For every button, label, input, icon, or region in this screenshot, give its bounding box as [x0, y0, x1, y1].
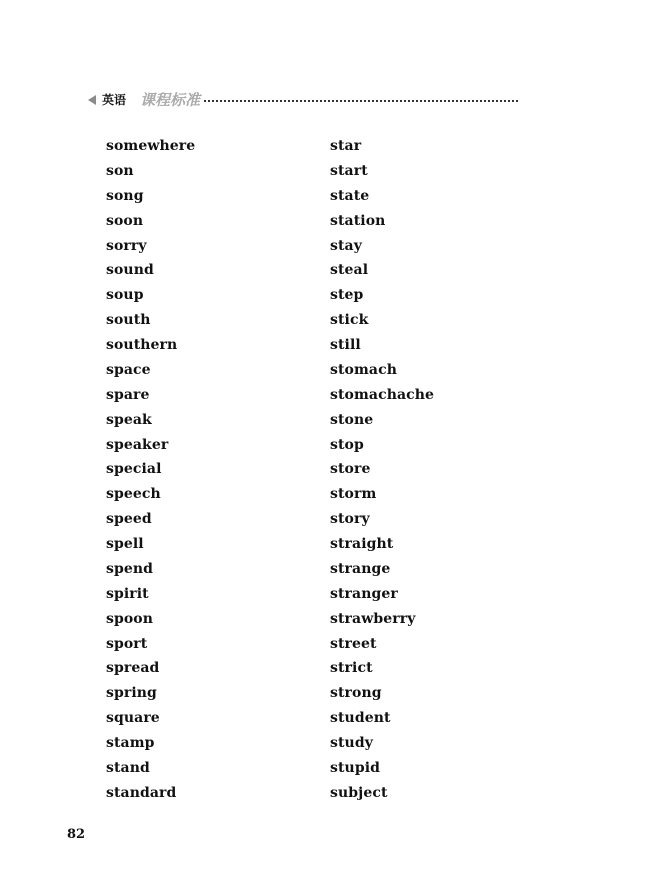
- word-item: speaker: [106, 436, 169, 453]
- word-item: stamp: [106, 735, 155, 751]
- word-item: speech: [106, 486, 161, 503]
- triangle-left-icon: [88, 95, 96, 105]
- word-item: sorry: [106, 237, 147, 254]
- word-item: stomachache: [330, 386, 435, 403]
- word-item: star: [330, 138, 362, 154]
- word-item: square: [106, 710, 160, 727]
- word-item: special: [106, 461, 162, 478]
- word-item: strange: [330, 560, 391, 577]
- word-item: song: [106, 187, 144, 204]
- word-item: sport: [106, 635, 148, 652]
- word-item: stupid: [330, 759, 381, 776]
- word-item: still: [330, 337, 361, 353]
- word-item: subject: [330, 784, 388, 801]
- word-item: straight: [330, 536, 394, 552]
- word-item: sound: [106, 262, 154, 279]
- word-item: street: [330, 635, 377, 652]
- header-series-title: 课程标准: [140, 91, 201, 109]
- word-item: stranger: [330, 585, 398, 602]
- word-item: speed: [106, 511, 152, 528]
- word-item: station: [330, 212, 386, 229]
- running-header: [88, 90, 520, 110]
- word-item: strong: [330, 685, 382, 702]
- word-item: spell: [106, 536, 144, 552]
- word-item: spirit: [106, 585, 149, 602]
- page-number: 82: [67, 827, 86, 842]
- word-item: soon: [106, 212, 144, 229]
- word-item: storm: [330, 486, 377, 503]
- header-subject: 英语: [102, 93, 127, 107]
- word-item: store: [330, 461, 371, 478]
- word-item: strict: [330, 660, 373, 677]
- word-item: spend: [106, 560, 154, 577]
- word-item: spread: [106, 660, 160, 677]
- word-item: step: [330, 287, 364, 304]
- word-item: stick: [330, 312, 369, 329]
- header-dotted-rule: [204, 100, 518, 102]
- word-item: soup: [106, 287, 144, 304]
- word-item: spoon: [106, 610, 154, 627]
- word-item: speak: [106, 411, 152, 428]
- word-item: stay: [330, 237, 362, 254]
- word-item: start: [330, 162, 368, 179]
- word-list-right: [330, 136, 434, 808]
- word-item: stomach: [330, 361, 397, 378]
- word-item: somewhere: [106, 138, 196, 154]
- word-item: son: [106, 162, 134, 179]
- word-item: strawberry: [330, 610, 416, 627]
- word-item: state: [330, 187, 370, 204]
- word-item: spring: [106, 685, 157, 702]
- word-list-left: [106, 136, 195, 808]
- word-item: stone: [330, 411, 374, 428]
- word-item: student: [330, 710, 391, 727]
- word-item: story: [330, 511, 370, 528]
- word-item: spare: [106, 386, 150, 403]
- word-item: southern: [106, 337, 178, 353]
- word-item: standard: [106, 784, 177, 801]
- word-item: stop: [330, 436, 364, 453]
- word-item: south: [106, 312, 151, 329]
- word-item: stand: [106, 759, 150, 776]
- word-item: space: [106, 361, 151, 378]
- word-item: steal: [330, 262, 369, 279]
- word-item: study: [330, 735, 373, 751]
